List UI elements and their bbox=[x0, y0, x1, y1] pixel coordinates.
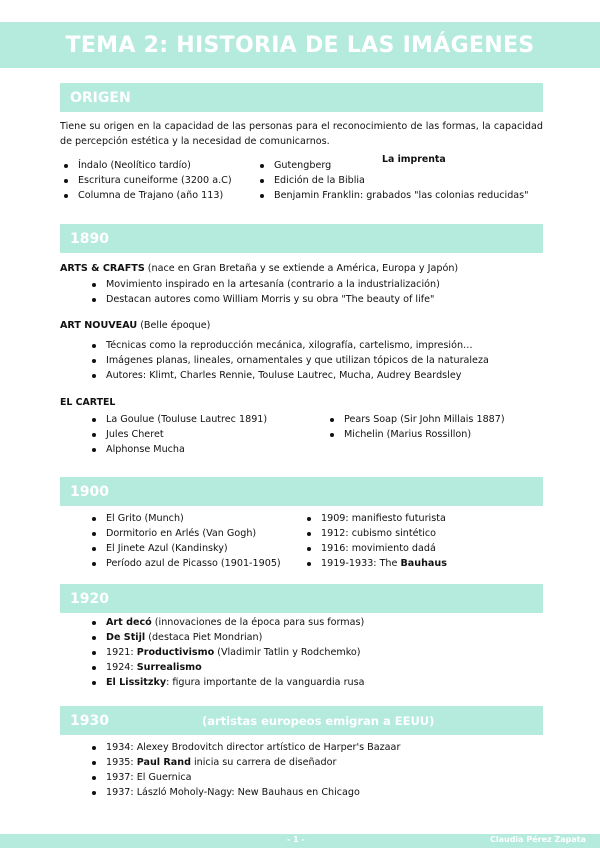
paul-rand-desc: inicia su carrera de diseñador bbox=[190, 757, 337, 768]
arts-crafts-desc: (nace en Gran Bretaña y se extiende a América, Europa y Japón) bbox=[144, 263, 459, 274]
list-item: Índalo (Neolítico tardío) bbox=[60, 158, 232, 173]
list-item bbox=[88, 645, 365, 660]
list-item: El Grito (Munch) bbox=[88, 511, 281, 526]
el-cartel-list-right bbox=[326, 412, 505, 442]
surrealismo-label: Surrealismo bbox=[136, 662, 202, 673]
page-title: TEMA 2: HISTORIA DE LAS IMÁGENES bbox=[65, 32, 535, 58]
list-item: El Jinete Azul (Kandinsky) bbox=[88, 541, 281, 556]
arts-crafts-list bbox=[88, 277, 440, 307]
paul-rand-label: Paul Rand bbox=[136, 757, 191, 768]
list-item: Imágenes planas, lineales, ornamentales y que utilizan tópicos de la naturaleza bbox=[88, 353, 489, 368]
list-item: Escritura cuneiforme (3200 a.C) bbox=[60, 173, 232, 188]
section-heading: 1900 bbox=[70, 483, 109, 500]
lissitzky-label: El Lissitzky bbox=[106, 677, 167, 688]
list-item: La Goulue (Touluse Lautrec 1891) bbox=[88, 412, 267, 427]
section-1930-note: (artistas europeos emigran a EEUU) bbox=[202, 713, 435, 728]
list-item: Destacan autores como William Morris y su obra "The beauty of life" bbox=[88, 292, 440, 307]
section-1920-header bbox=[60, 584, 543, 613]
productivismo-year: 1921: bbox=[106, 647, 137, 658]
art-deco-label: Art decó bbox=[106, 617, 152, 628]
s1900-list-right bbox=[303, 511, 447, 571]
list-item: Alphonse Mucha bbox=[88, 442, 267, 457]
list-item bbox=[88, 675, 365, 690]
list-item: Jules Cheret bbox=[88, 427, 267, 442]
el-cartel-heading: EL CARTEL bbox=[60, 397, 116, 408]
art-deco-desc: (innovaciones de la época para sus formas) bbox=[151, 617, 365, 628]
s1930-list bbox=[88, 740, 400, 800]
list-item: Edición de la Biblia bbox=[256, 173, 529, 188]
section-heading: 1890 bbox=[70, 230, 109, 247]
origen-list-left bbox=[60, 158, 232, 203]
de-stijl-desc: (destaca Piet Mondrian) bbox=[145, 632, 263, 643]
list-item: Período azul de Picasso (1901-1905) bbox=[88, 556, 281, 571]
de-stijl-label: De Stijl bbox=[106, 632, 146, 643]
section-heading: 1930 bbox=[70, 712, 109, 729]
section-heading: ORIGEN bbox=[70, 89, 131, 106]
section-1900-header bbox=[60, 477, 543, 506]
list-item: Gutengberg bbox=[256, 158, 529, 173]
footer-bar bbox=[0, 834, 600, 848]
list-item: 1937: László Moholy-Nagy: New Bauhaus en Chicago bbox=[88, 785, 400, 800]
list-item: Benjamin Franklin: grabados "las colonias reducidas" bbox=[256, 188, 529, 203]
list-item: 1909: manifiesto futurista bbox=[303, 511, 447, 526]
s1900-list-left bbox=[88, 511, 281, 571]
section-1930-header bbox=[60, 706, 543, 735]
list-item: Columna de Trajano (año 113) bbox=[60, 188, 232, 203]
list-item: 1937: El Guernica bbox=[88, 770, 400, 785]
list-item bbox=[88, 630, 365, 645]
art-nouveau-title: ART NOUVEAU bbox=[60, 320, 138, 331]
list-item: Pears Soap (Sir John Millais 1887) bbox=[326, 412, 505, 427]
list-item bbox=[88, 755, 400, 770]
lissitzky-desc: : figura importante de la vanguardia rusa bbox=[166, 677, 365, 688]
section-1890-header bbox=[60, 224, 543, 253]
list-item: Autores: Klimt, Charles Rennie, Touluse Lautrec, Mucha, Audrey Beardsley bbox=[88, 368, 489, 383]
list-item: Movimiento inspirado en la artesanía (contrario a la industrialización) bbox=[88, 277, 440, 292]
section-origen-header bbox=[60, 83, 543, 112]
list-item: Dormitorio en Arlés (Van Gogh) bbox=[88, 526, 281, 541]
art-nouveau-list bbox=[88, 338, 489, 383]
productivismo-desc: (Vladimir Tatlin y Rodchemko) bbox=[214, 647, 361, 658]
bauhaus-prefix: 1919-1933: The bbox=[321, 558, 401, 569]
origen-intro: Tiene su origen en la capacidad de las personas para el reconocimiento de las formas, la capacidad de percepción estética y la necesidad de comunicarnos. bbox=[60, 121, 543, 147]
art-nouveau-desc: (Belle époque) bbox=[137, 320, 211, 331]
list-item bbox=[303, 556, 447, 571]
page-number: - 1 - bbox=[287, 835, 305, 844]
title-banner bbox=[0, 22, 600, 68]
arts-crafts-title: ARTS & CRAFTS bbox=[60, 263, 145, 274]
list-item bbox=[88, 615, 365, 630]
surrealismo-year: 1924: bbox=[106, 662, 137, 673]
list-item: 1916: movimiento dadá bbox=[303, 541, 447, 556]
author-name: Claudia Pérez Zapata bbox=[489, 835, 586, 844]
section-heading: 1920 bbox=[70, 590, 109, 607]
list-item: 1912: cubismo sintético bbox=[303, 526, 447, 541]
list-item: 1934: Alexey Brodovitch director artístico de Harper's Bazaar bbox=[88, 740, 400, 755]
productivismo-label: Productivismo bbox=[136, 647, 215, 658]
arts-crafts-heading bbox=[60, 261, 458, 276]
origen-list-right bbox=[256, 158, 529, 203]
list-item: Técnicas como la reproducción mecánica, xilografía, cartelismo, impresión… bbox=[88, 338, 489, 353]
list-item bbox=[88, 660, 365, 675]
paul-rand-year: 1935: bbox=[106, 757, 137, 768]
imprenta-label: La imprenta bbox=[382, 154, 446, 165]
s1920-list bbox=[88, 615, 365, 690]
list-item: Michelin (Marius Rossillon) bbox=[326, 427, 505, 442]
art-nouveau-heading bbox=[60, 318, 210, 333]
bauhaus-bold: Bauhaus bbox=[400, 558, 447, 569]
el-cartel-list-left bbox=[88, 412, 267, 457]
